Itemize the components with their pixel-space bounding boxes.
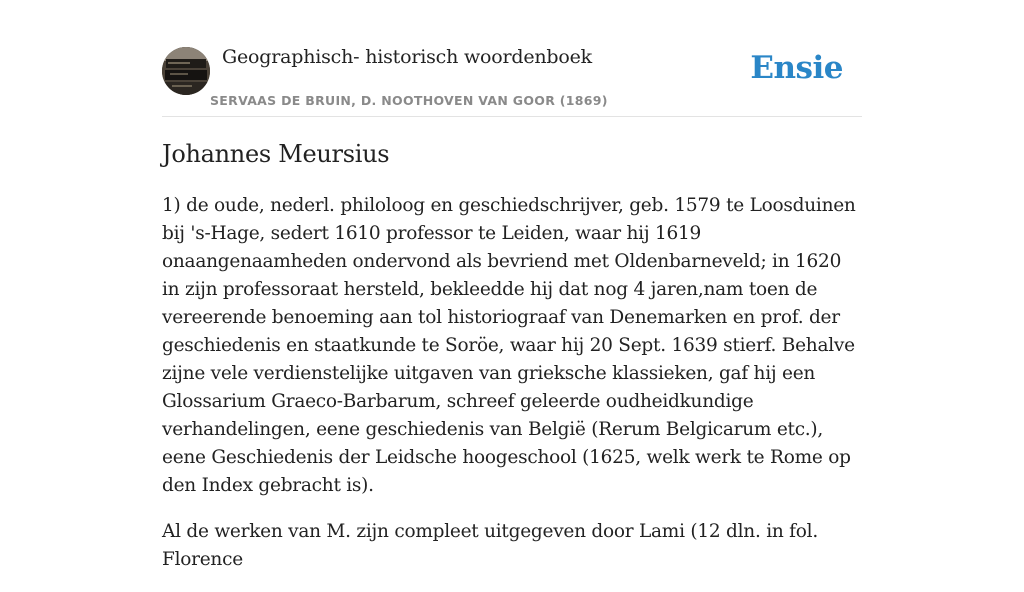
source-authors: SERVAAS DE BRUIN, D. NOOTHOVEN VAN GOOR (1869) <box>210 93 608 108</box>
brand-logo[interactable]: Ensie <box>750 50 843 86</box>
entry-body <box>162 192 862 592</box>
entry-paragraph: 1) de oude, nederl. philoloog en geschiedschrijver, geb. 1579 te Loosduinen bij 's-Hage, sedert 1610 professor te Leiden, waar hij 1619 onaangenaamheden ondervond als bevriend met Oldenbarneveld; in 1620 in zijn professoraat hersteld, bekleedde hij dat nog 4 jaren,nam toen de vereerende benoeming aan tol historiograaf van Denemarken en prof. der geschiedenis en staatkunde te Soröe, waar hij 20 Sept. 1639 stierf. Behalve zijne vele verdienstelijke uitgaven van grieksche klassieken, gaf hij een Glossarium Graeco-Barbarum, schreef geleerde oudheidkundige verhandelingen, eene geschiedenis van België (Rerum Belgicarum etc.), eene Geschiedenis der Leidsche hoogeschool (1625, welk werk te Rome op den Index gebracht is). <box>162 195 856 496</box>
book-spines-icon <box>162 47 210 95</box>
source-avatar[interactable] <box>162 47 210 95</box>
entry-paragraph: Al de werken van M. zijn compleet uitgegeven door Lami (12 dln. in fol. Florence <box>162 521 818 570</box>
entry-title: Johannes Meursius <box>162 140 390 168</box>
source-header <box>162 0 862 117</box>
source-title[interactable]: Geographisch- historisch woordenboek <box>222 46 592 68</box>
page <box>162 0 862 570</box>
